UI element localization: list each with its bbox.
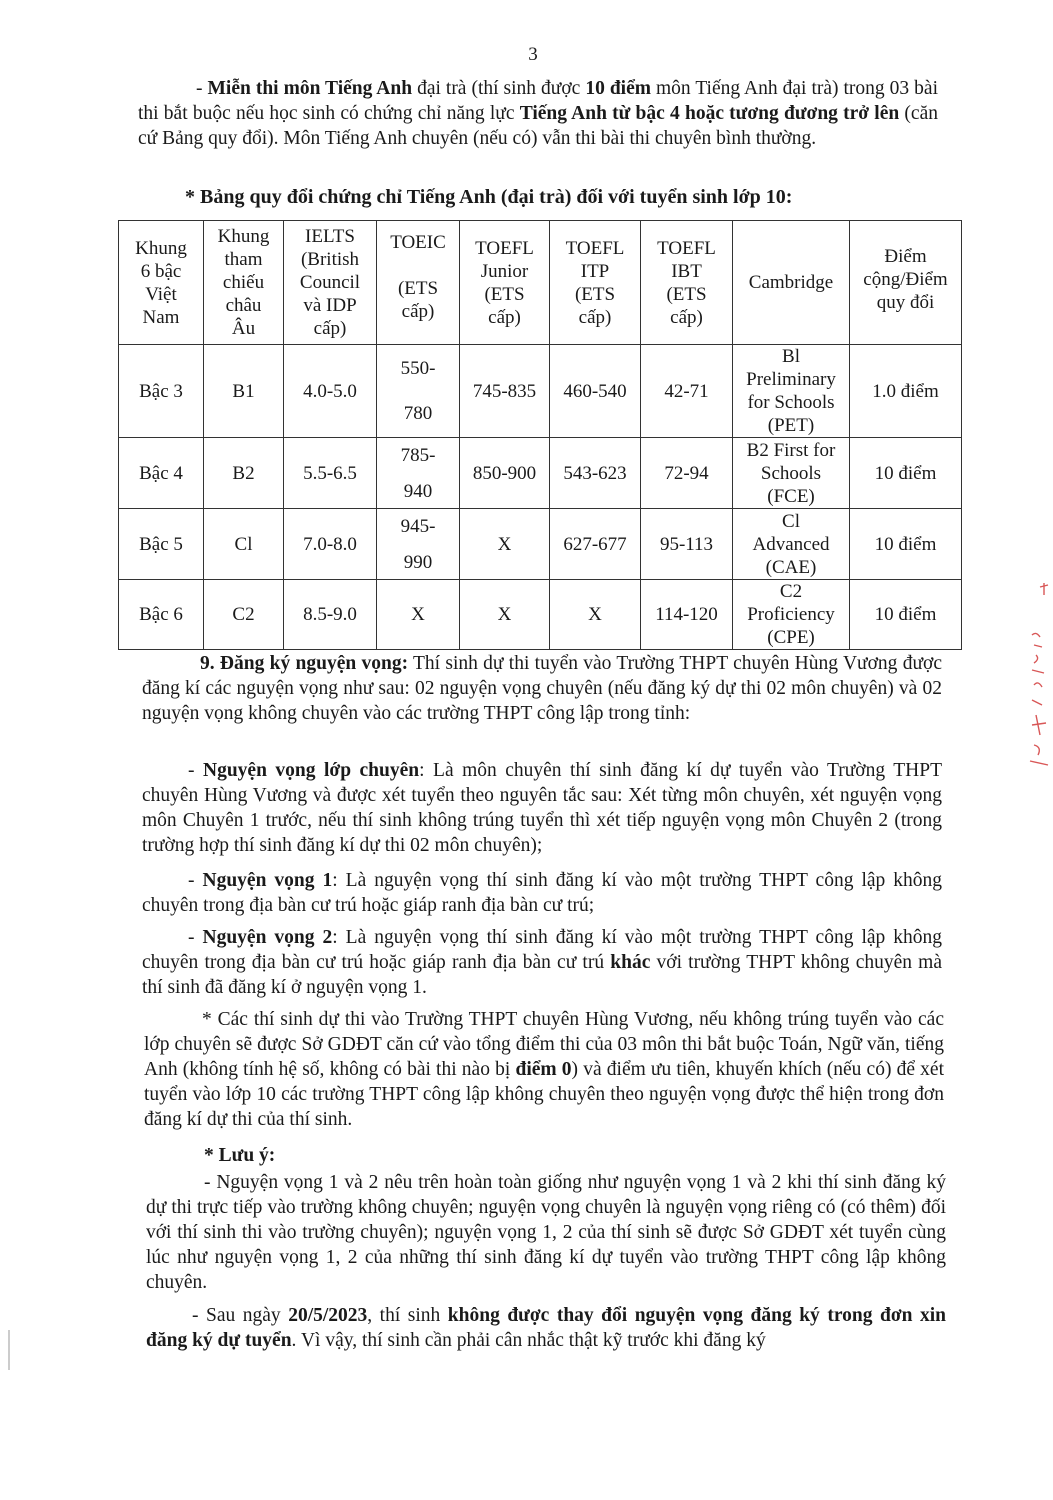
paragraph-english-exemption: - Miễn thi môn Tiếng Anh đại trà (thí sinh được 10 điểm môn Tiếng Anh đại trà) trong 03 bài thi bắt buộc nếu học sinh có chứng chỉ năng lực Tiếng Anh từ bậc 4 hoặc tương đương trở lên (căn cứ Bảng quy đổi). Môn Tiếng Anh chuyên (nếu có) vẫn thi bài thi chuyên bình thường. bbox=[138, 78, 938, 149]
paragraph-nv-2: - Nguyện vọng 2: Là nguyện vọng thí sinh đăng kí vào một trường THPT công lập không chuyên trong địa bàn cư trú hoặc giáp ranh địa bàn cư trú khác với trường THPT không chuyên mà thí sinh đã đăng kí ở nguyện vọng 1. bbox=[142, 927, 943, 998]
cell-toeic: 550- 780 bbox=[377, 345, 460, 438]
paragraph-nv-chuyen: - Nguyện vọng lớp chuyên: Là môn chuyên thí sinh đăng kí dự tuyển vào Trường THPT chuyên Hùng Vương và được xét tuyển theo nguyên tắc sau: Xét từng môn chuyên, xét nguyện vọng môn Chuyên 1 trước, nếu thí sinh không trúng tuyển thì xét tiếp nguyện vọng môn Chuyên 2 (trong trường hợp thí sinh đăng kí dự thi 02 môn chuyên); bbox=[142, 760, 942, 856]
cell-toefl-junior: 850-900 bbox=[460, 438, 550, 509]
cell-level: Bậc 6 bbox=[119, 580, 204, 650]
cell-cambridge: B2 First for Schools (FCE) bbox=[733, 438, 850, 509]
cell-ielts: 4.0-5.0 bbox=[284, 345, 377, 438]
cell-toefl-ibt: 72-94 bbox=[641, 438, 733, 509]
cell-ielts: 8.5-9.0 bbox=[284, 580, 377, 650]
header-vn: Khung 6 bậc Việt Nam bbox=[119, 221, 204, 345]
table-row bbox=[119, 438, 962, 509]
cell-toefl-junior: X bbox=[460, 580, 550, 650]
table-row bbox=[119, 345, 962, 438]
table-title: * Bảng quy đổi chứng chỉ Tiếng Anh (đại trà) đối với tuyển sinh lớp 10: bbox=[185, 186, 793, 208]
cell-cambridge: Cl Advanced (CAE) bbox=[733, 509, 850, 580]
cell-toefl-ibt: 114-120 bbox=[641, 580, 733, 650]
cell-cefr: B1 bbox=[204, 345, 284, 438]
paragraph-section-9: 9. Đăng ký nguyện vọng: Thí sinh dự thi tuyển vào Trường THPT chuyên Hùng Vương được đăng kí các nguyện vọng như sau: 02 nguyện vọng chuyên (nếu đăng ký dự thi 02 môn chuyên) và 02 nguyện vọng không chuyên vào các trường THPT công lập trong tỉnh: bbox=[142, 653, 942, 724]
cell-score: 1.0 điểm bbox=[850, 345, 962, 438]
cell-ielts: 7.0-8.0 bbox=[284, 509, 377, 580]
red-stamp-fragment bbox=[1022, 575, 1052, 775]
cell-cambridge: C2 Proficiency (CPE) bbox=[733, 580, 850, 650]
cell-level: Bậc 3 bbox=[119, 345, 204, 438]
cell-cambridge: Bl Preliminary for Schools (PET) bbox=[733, 345, 850, 438]
header-toefl-itp: TOEFL ITP (ETS cấp) bbox=[550, 221, 641, 345]
cell-cefr: C2 bbox=[204, 580, 284, 650]
header-toeic: TOEIC (ETS cấp) bbox=[377, 221, 460, 345]
cell-score: 10 điểm bbox=[850, 580, 962, 650]
scan-mark bbox=[8, 1330, 10, 1370]
page-number: 3 bbox=[528, 44, 538, 65]
header-toefl-junior: TOEFL Junior (ETS cấp) bbox=[460, 221, 550, 345]
header-score: Điểm cộng/Điểm quy đổi bbox=[850, 221, 962, 345]
table-header-row bbox=[119, 221, 962, 345]
cell-toefl-itp: 627-677 bbox=[550, 509, 641, 580]
cell-cefr: Cl bbox=[204, 509, 284, 580]
cell-level: Bậc 5 bbox=[119, 509, 204, 580]
table-row bbox=[119, 580, 962, 650]
cell-toefl-junior: 745-835 bbox=[460, 345, 550, 438]
cell-toefl-itp: 460-540 bbox=[550, 345, 641, 438]
cell-level: Bậc 4 bbox=[119, 438, 204, 509]
cell-toeic: 945- 990 bbox=[377, 509, 460, 580]
cell-toeic: X bbox=[377, 580, 460, 650]
cell-ielts: 5.5-6.5 bbox=[284, 438, 377, 509]
cell-cefr: B2 bbox=[204, 438, 284, 509]
header-cambridge: Cambridge bbox=[733, 221, 850, 345]
header-eu: Khung tham chiếu châu Âu bbox=[204, 221, 284, 345]
cell-toeic: 785- 940 bbox=[377, 438, 460, 509]
heading-luu-y: * Lưu ý: bbox=[204, 1145, 276, 1166]
header-ielts: IELTS (British Council và IDP cấp) bbox=[284, 221, 377, 345]
cell-score: 10 điểm bbox=[850, 438, 962, 509]
paragraph-deadline: - Sau ngày 20/5/2023, thí sinh không được thay đổi nguyện vọng đăng ký trong đơn xin đăng ký dự tuyển. Vì vậy, thí sinh cần phải cân nhắc thật kỹ trước khi đăng ký bbox=[146, 1305, 946, 1351]
cell-toefl-itp: 543-623 bbox=[550, 438, 641, 509]
paragraph-note: - Nguyện vọng 1 và 2 nêu trên hoàn toàn giống như nguyện vọng 1 và 2 khi thí sinh đăng ký dự thi trực tiếp vào trường không chuyên; nguyện vọng chuyên là nguyện vọng riêng có (có thêm) đối với thí sinh thi vào trường chuyên); nguyện vọng 1, 2 của thí sinh sẽ được Sở GDĐT xét tuyển cùng lúc như nguyện vọng 1, 2 của những thí sinh đăng kí dự tuyển vào trường THPT công lập không chuyên. bbox=[146, 1172, 946, 1293]
cell-toefl-ibt: 95-113 bbox=[641, 509, 733, 580]
header-toefl-ibt: TOEFL IBT (ETS cấp) bbox=[641, 221, 733, 345]
cell-score: 10 điểm bbox=[850, 509, 962, 580]
paragraph-star-note: * Các thí sinh dự thi vào Trường THPT chuyên Hùng Vương, nếu không trúng tuyển vào các lớp chuyên sẽ được Sở GDĐT căn cứ vào tổng điểm thi của 03 môn thi bắt buộc Toán, Ngữ văn, tiếng Anh (không tính hệ số, không có bài thi nào bị điểm 0) và điểm ưu tiên, khuyến khích (nếu có) để xét tuyển vào lớp 10 các trường THPT công lập không chuyên theo nguyện vọng được thể hiện trong đơn đăng kí dự thi của thí sinh. bbox=[144, 1009, 944, 1130]
cell-toefl-itp: X bbox=[550, 580, 641, 650]
cell-toefl-ibt: 42-71 bbox=[641, 345, 733, 438]
table-row bbox=[119, 509, 962, 580]
cell-toefl-junior: X bbox=[460, 509, 550, 580]
paragraph-nv-1: - Nguyện vọng 1: Là nguyện vọng thí sinh đăng kí vào một trường THPT công lập không chuyên trong địa bàn cư trú hoặc giáp ranh địa bàn cư trú; bbox=[142, 870, 943, 916]
conversion-table bbox=[118, 220, 962, 650]
